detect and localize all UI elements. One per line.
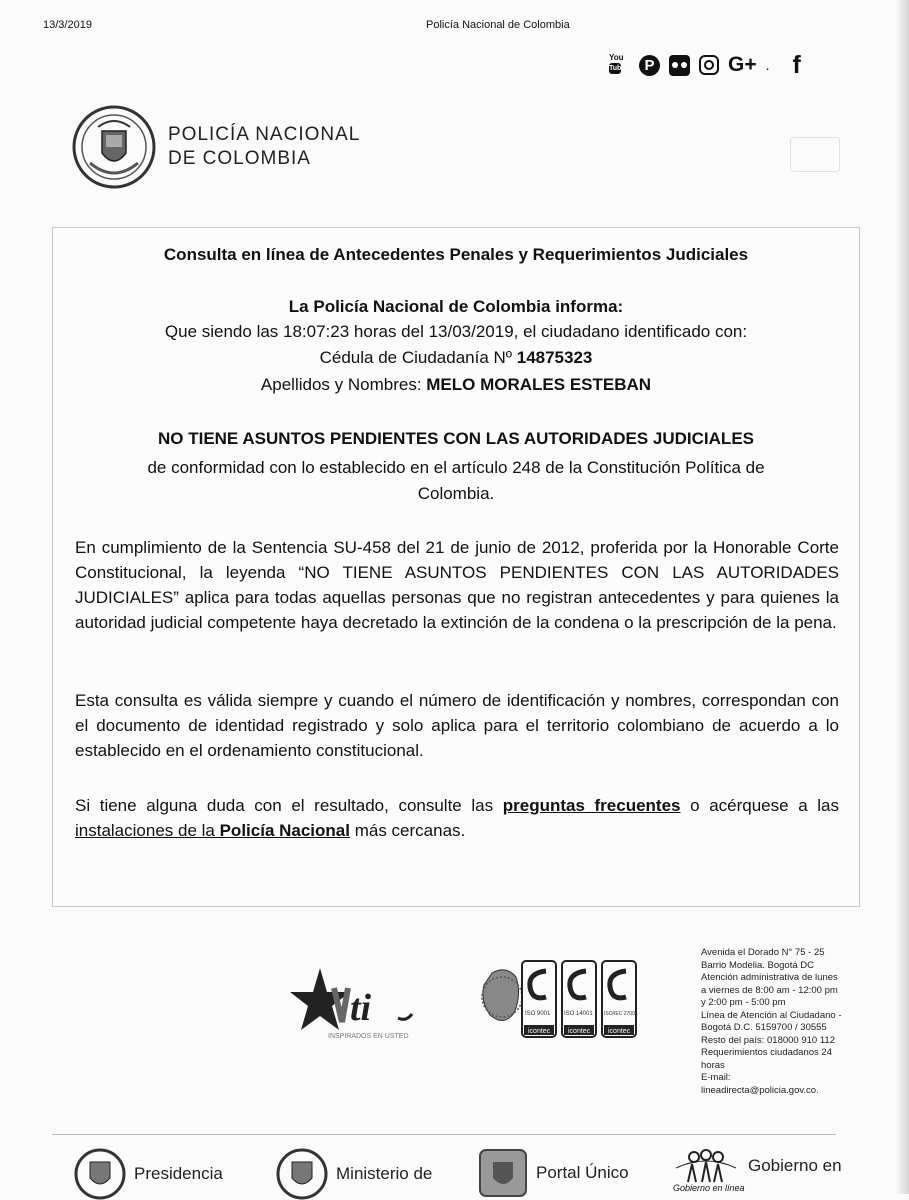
footer-label: Gobierno en <box>748 1156 842 1175</box>
id-label: Cédula de Ciudadanía Nº <box>319 348 517 367</box>
footer-link-gobierno-en-linea[interactable] <box>672 1148 842 1184</box>
footer-link-presidencia[interactable] <box>74 1148 223 1200</box>
logo-line-2: DE COLOMBIA <box>168 148 311 169</box>
gobierno-en-linea-icon <box>672 1148 740 1184</box>
print-page-title: Policía Nacional de Colombia <box>426 19 570 31</box>
separator-dot: . <box>765 57 770 73</box>
contact-email[interactable]: lineadirecta@policia.gov.co. <box>701 1084 819 1096</box>
print-date: 13/3/2019 <box>43 19 92 31</box>
status-legal-basis: de conformidad con lo establecido en el artículo 248 de la Constitución Política de Colombia. <box>147 458 765 503</box>
paragraph-help <box>75 793 839 843</box>
contact-address-block <box>701 947 853 1097</box>
faq-link[interactable]: preguntas frecuentes <box>502 796 681 815</box>
query-timestamp-line: Que siendo las 18:07:23 horas del 13/03/2019, el ciudadano identificado con: <box>164 322 748 341</box>
facilities-link[interactable] <box>75 821 350 840</box>
scan-artifact-box <box>790 137 840 172</box>
id-number: 14875323 <box>516 348 593 367</box>
youtube-icon-bottom: Tube <box>609 65 626 72</box>
result-panel <box>52 227 860 907</box>
logo-wordmark[interactable] <box>168 123 360 171</box>
address-line: Bogotá D.C. 5159700 / 30555 <box>701 1022 827 1033</box>
footer-link-ministerio[interactable] <box>276 1148 432 1200</box>
gobierno-en-linea-caption: Gobierno en línea <box>673 1183 745 1193</box>
status-heading: NO TIENE ASUNTOS PENDIENTES CON LAS AUTORIDADES JUDICIALES <box>157 429 754 448</box>
google-plus-icon[interactable]: G+ <box>728 53 757 76</box>
footer-label: Ministerio de <box>336 1164 433 1183</box>
facebook-icon[interactable]: f <box>792 50 801 79</box>
name-value: MELO MORALES ESTEBAN <box>426 375 652 394</box>
help-text-end: más cercanas. <box>349 821 466 840</box>
mintic-tagline: INSPIRADOS EN USTED <box>328 1033 409 1040</box>
name-label: Apellidos y Nombres: <box>260 375 427 394</box>
icontec-badge-3: icontec <box>608 1028 631 1035</box>
cert-label-2: ISO 14001 <box>564 1011 593 1017</box>
footer-label: Presidencia <box>134 1164 223 1183</box>
address-line: Resto del país: 018000 910 112 <box>701 1034 835 1046</box>
presidencia-seal-icon <box>74 1148 126 1200</box>
facilities-link-bold: Policía Nacional <box>219 821 350 840</box>
paragraph-sentencia: En cumplimiento de la Sentencia SU-458 del 21 de junio de 2012, proferida por la Honorable Corte Constitucional, la leyenda “NO TIENE ASUNTOS PENDIENTES CON LAS AUTORIDADES JUDICIALES” aplica para todas aquellas personas que no registran antecedentes y para quienes la autoridad judicial competente haya decretado la extinción de la condena o la prescripción de la pena. <box>75 538 839 632</box>
facilities-link-text: instalaciones de la <box>75 821 220 840</box>
social-icons <box>609 51 810 79</box>
icontec-badge-1: icontec <box>528 1028 551 1035</box>
logo-line-1: POLICÍA NACIONAL <box>168 124 361 145</box>
cert-label-3: ISO/IEC 27001 <box>604 1011 638 1017</box>
address-line: Requerimientos ciudadanos 24 <box>701 1047 832 1058</box>
address-line: horas <box>701 1059 725 1071</box>
scan-edge-shadow <box>895 0 909 1194</box>
informa-heading: La Policía Nacional de Colombia informa: <box>288 297 624 316</box>
result-title: Consulta en línea de Antecedentes Penales y Requerimientos Judiciales <box>163 245 749 264</box>
flickr-icon[interactable] <box>669 55 690 76</box>
police-seal-icon[interactable] <box>68 103 160 196</box>
certifications-logo[interactable] <box>472 955 644 1052</box>
pinterest-icon[interactable]: P <box>639 55 660 76</box>
footer-label: Portal Único <box>536 1163 629 1182</box>
help-text-mid: o acérquese a las <box>680 796 839 815</box>
ministerio-seal-icon <box>276 1148 328 1200</box>
id-line <box>53 348 859 368</box>
address-line: Avenida el Dorado N° 75 - 25 <box>701 947 825 958</box>
address-line: Barrio Modelia. Bogotá DC <box>701 959 814 971</box>
youtube-icon[interactable] <box>609 53 630 77</box>
mintic-logo[interactable] <box>290 962 420 1057</box>
name-line <box>53 375 859 395</box>
mintic-wordmark: ti <box>350 987 372 1029</box>
youtube-icon-top: You <box>609 53 624 62</box>
footer-link-portal-unico[interactable] <box>478 1148 629 1198</box>
address-line: E-mail: <box>701 1072 731 1083</box>
address-line: Atención administrativa de lunes <box>701 972 838 983</box>
help-text-start: Si tiene alguna duda con el resultado, consulte las <box>75 796 503 815</box>
icontec-badge-2: icontec <box>568 1028 591 1035</box>
address-line: Línea de Atención al Ciudadano - <box>701 1009 842 1021</box>
address-line: a viernes de 8:00 am - 12:00 pm <box>701 984 838 996</box>
portal-unico-icon <box>478 1148 528 1198</box>
cert-label-1: ISO 9001 <box>525 1011 551 1017</box>
address-line: y 2:00 pm - 5:00 pm <box>701 997 786 1008</box>
paragraph-validity: Esta consulta es válida siempre y cuando el número de identificación y nombres, correspondan con el documento de identidad registrado y solo aplica para el territorio colombiano de acuerdo a lo establecido en el ordenamiento constitucional. <box>75 691 839 760</box>
instagram-icon[interactable] <box>699 55 719 75</box>
footer-divider <box>52 1134 836 1135</box>
